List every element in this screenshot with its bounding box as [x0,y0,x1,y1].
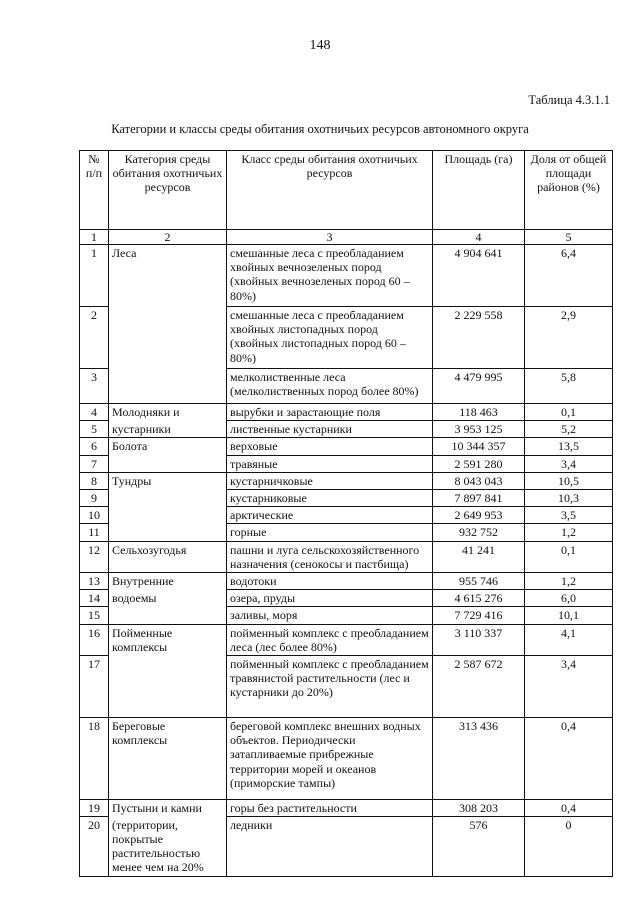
table-row [80,438,613,455]
row-category: Пойменные комплексы [109,624,227,655]
row-share: 1,2 [525,573,613,590]
column-number: 2 [109,230,227,245]
row-share: 0,4 [525,718,613,800]
row-class: смешанные леса с преобладанием хвойных листопадных пород (хвойных листопадных пород 60 – 80%) [227,307,433,369]
row-number: 1 [80,245,109,307]
row-number: 2 [80,307,109,369]
table-row [80,524,613,541]
row-share: 10,5 [525,472,613,489]
row-category [109,507,227,524]
row-class: верховые [227,438,433,455]
column-number: 1 [80,230,109,245]
row-area: 2 591 280 [433,455,525,472]
column-number: 4 [433,230,525,245]
row-area: 576 [433,817,525,876]
row-category: Молодняки и [109,404,227,421]
row-area: 4 615 276 [433,590,525,607]
row-class: водотоки [227,573,433,590]
table-row [80,541,613,572]
row-class: заливы, моря [227,607,433,624]
row-share: 1,2 [525,524,613,541]
row-class: ледники [227,817,433,876]
row-number: 9 [80,490,109,507]
row-share: 0,1 [525,404,613,421]
row-area: 41 241 [433,541,525,572]
row-share: 2,9 [525,307,613,369]
row-category: кустарники [109,421,227,438]
row-class: арктические [227,507,433,524]
row-category: Болота [109,438,227,455]
row-category: Сельхозугодья [109,541,227,572]
row-category [109,607,227,624]
row-class: мелколиственные леса (мелколиственных пород более 80%) [227,369,433,404]
row-class: лиственные кустарники [227,421,433,438]
row-share: 4,1 [525,624,613,655]
row-area: 7 729 416 [433,607,525,624]
row-category: водоемы [109,590,227,607]
table-caption: Таблица 4.3.1.1 [528,93,610,107]
row-class: озера, пруды [227,590,433,607]
table-row [80,455,613,472]
row-area: 7 897 841 [433,490,525,507]
row-number: 15 [80,607,109,624]
row-area: 4 904 641 [433,245,525,307]
table-row [80,624,613,655]
table-row [80,590,613,607]
row-area: 10 344 357 [433,438,525,455]
table-row [80,472,613,489]
row-class: травяные [227,455,433,472]
row-share: 0 [525,817,613,876]
row-class: вырубки и зарастающие поля [227,404,433,421]
row-category: Внутренние [109,573,227,590]
row-number: 17 [80,656,109,718]
row-number: 14 [80,590,109,607]
row-share: 10,1 [525,607,613,624]
column-number: 5 [525,230,613,245]
row-number: 11 [80,524,109,541]
header-category: Категория среды обитания охотничьих ресурсов [109,151,227,230]
row-number: 10 [80,507,109,524]
table-row [80,245,613,307]
habitat-table [79,150,613,877]
row-class: пашни и луга сельскохозяйственного назначения (сенокосы и пастбища) [227,541,433,572]
row-class: пойменный комплекс с преобладанием травянистой растительности (лес и кустарники до 20%) [227,656,433,718]
row-share: 3,4 [525,656,613,718]
row-class: горы без растительности [227,800,433,817]
row-number: 19 [80,800,109,817]
row-number: 16 [80,624,109,655]
row-number: 12 [80,541,109,572]
header-area: Площадь (га) [433,151,525,230]
page-number: 148 [309,38,331,53]
column-number: 3 [227,230,433,245]
row-area: 118 463 [433,404,525,421]
row-share: 10,3 [525,490,613,507]
row-number: 5 [80,421,109,438]
row-category [109,307,227,369]
table-row [80,490,613,507]
row-class: береговой комплекс внешних водных объектов. Периодически затапливаемые прибрежные территории морей и океанов (приморские тампы) [227,718,433,800]
row-category: Береговые комплексы [109,718,227,800]
row-class: пойменный комплекс с преобладанием леса (лес более 80%) [227,624,433,655]
row-area: 2 229 558 [433,307,525,369]
row-class: горные [227,524,433,541]
row-category: Пустыни и камни [109,800,227,817]
row-category [109,369,227,404]
row-category: Леса [109,245,227,307]
row-share: 5,2 [525,421,613,438]
row-area: 2 649 953 [433,507,525,524]
row-category [109,455,227,472]
row-share: 5,8 [525,369,613,404]
row-number: 7 [80,455,109,472]
table-row [80,800,613,817]
header-num: № п/п [80,151,109,230]
row-area: 2 587 672 [433,656,525,718]
row-area: 313 436 [433,718,525,800]
row-area: 8 043 043 [433,472,525,489]
header-class: Класс среды обитания охотничьих ресурсов [227,151,433,230]
table-row [80,573,613,590]
table-row [80,369,613,404]
header-share: Доля от общей площади районов (%) [525,151,613,230]
row-share: 3,4 [525,455,613,472]
row-area: 4 479 995 [433,369,525,404]
row-area: 932 752 [433,524,525,541]
table-row [80,656,613,718]
row-share: 0,1 [525,541,613,572]
row-number: 13 [80,573,109,590]
table-row [80,421,613,438]
table-row [80,507,613,524]
row-category: Тундры [109,472,227,489]
row-area: 3 110 337 [433,624,525,655]
row-share: 3,5 [525,507,613,524]
row-share: 6,4 [525,245,613,307]
row-number: 8 [80,472,109,489]
row-area: 3 953 125 [433,421,525,438]
column-number-row [80,230,613,245]
row-number: 6 [80,438,109,455]
row-category [109,656,227,718]
row-number: 3 [80,369,109,404]
table-row [80,607,613,624]
table-body [80,245,613,877]
row-share: 0,4 [525,800,613,817]
row-area: 955 746 [433,573,525,590]
row-class: смешанные леса с преобладанием хвойных вечнозеленых пород (хвойных вечнозеленых пород 60 – 80%) [227,245,433,307]
row-share: 13,5 [525,438,613,455]
table-row [80,718,613,800]
row-category: (территории, покрытые растительностью менее чем на 20% [109,817,227,876]
table-header-row [80,151,613,230]
row-area: 308 203 [433,800,525,817]
table-row [80,307,613,369]
row-category [109,490,227,507]
table-row [80,404,613,421]
row-category [109,524,227,541]
row-share: 6,0 [525,590,613,607]
row-number: 20 [80,817,109,876]
row-number: 18 [80,718,109,800]
table-row [80,817,613,876]
table-title: Категории и классы среды обитания охотничьих ресурсов автономного округа [111,122,529,136]
row-class: кустарничковые [227,472,433,489]
row-number: 4 [80,404,109,421]
row-class: кустарниковые [227,490,433,507]
